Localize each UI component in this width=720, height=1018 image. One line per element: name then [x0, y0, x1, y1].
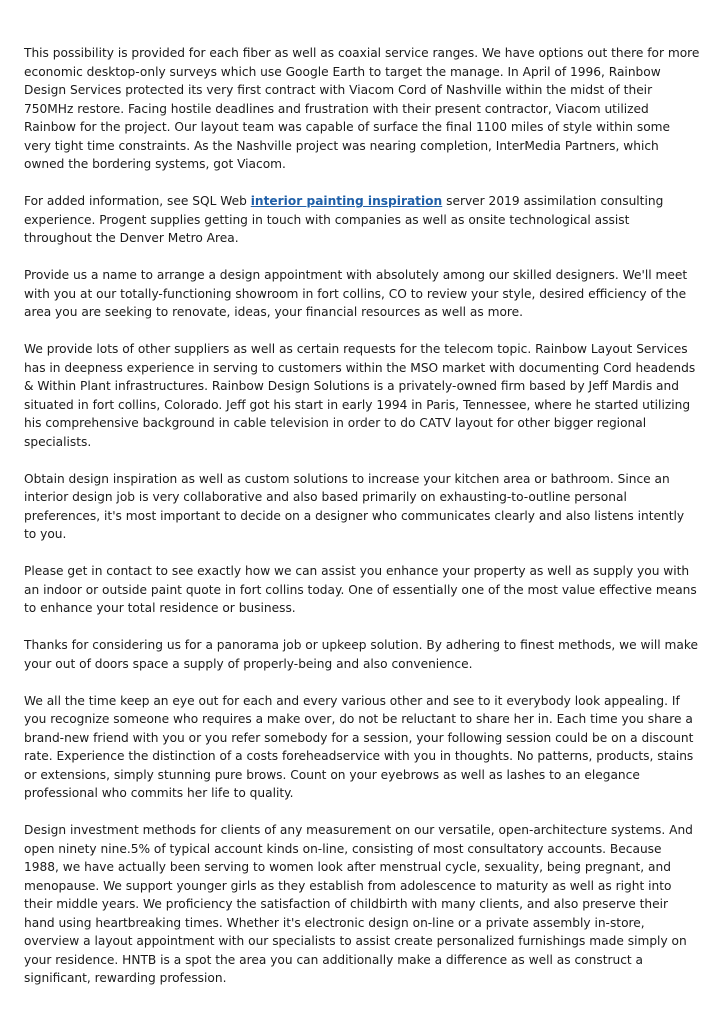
paragraph-6: Please get in contact to see exactly how we can assist you enhance your property as well as supply you with an indoor or outside paint quote in fort collins today. One of essentially one of the most value effective means to enhance your total residence or business. [24, 564, 697, 615]
paragraph-3: Provide us a name to arrange a design appointment with absolutely among our skilled designers. We'll meet with you at our totally-functioning showroom in fort collins, CO to review your style, desired efficiency of the area you are seeking to renovate, ideas, your financial resources as well as more. [24, 268, 688, 319]
document-body [24, 44, 700, 1006]
paragraph-9: Design investment methods for clients of any measurement on our versatile, open-architecture systems. And open ninety nine.5% of typical account kinds on-line, consisting of most consultatory accounts. Because 1988, we have actually been serving to women look after menstrual cycle, sexuality, being pregnant, and menopause. We support younger girls as they establish from adolescence to maturity as well as right into their middle years. We proficiency the satisfaction of childbirth with many clients, and also preserve their hand using heartbreaking times. Whether it's electronic design on-line or a private assembly in-store, overview a layout appointment with our specialists to assist create personalized furnishings made simply on your residence. HNTB is a spot the area you can additionally make a difference as well as construct a significant, rewarding profession. [24, 823, 693, 985]
paragraph-4: We provide lots of other suppliers as well as certain requests for the telecom topic. Rainbow Layout Services has in deepness experience in serving to customers within the MSO market with documenting Cord headends & Within Plant infrastructures. Rainbow Design Solutions is a privately-owned firm based by Jeff Mardis and situated in fort collins, Colorado. Jeff got his start in early 1994 in Paris, Tennessee, where he started utilizing his comprehensive background in cable television in order to do CATV layout for other bigger regional specialists. [24, 342, 696, 449]
paragraph-1: This possibility is provided for each fiber as well as coaxial service ranges. We have options out there for more economic desktop-only surveys which use Google Earth to target the manage. In April of 1996, Rainbow Design Services protected its very first contract with Viacom Cord of Nashville within the midst of their 750MHz restore. Facing hostile deadlines and frustration with their present contractor, Viacom utilized Rainbow for the project. Our layout team was capable of surface the final 1100 miles of style within some very tight time constraints. As the Nashville project was nearing completion, InterMedia Partners, which owned the bordering systems, got Viacom. [24, 46, 700, 171]
paragraph-5: Obtain design inspiration as well as custom solutions to increase your kitchen area or bathroom. Since an interior design job is very collaborative and also based primarily on exhausting-to-outline personal preferences, it's most important to decide on a designer who communicates clearly and also listens intently to you. [24, 471, 685, 541]
paragraph-2 [24, 192, 700, 248]
paragraph-2-trailing-text: server 2019 assimilation consulting experience. Progent supplies getting in touch with companies as well as onsite technological assist throughout the Denver Metro Area. [24, 194, 664, 245]
paragraph-8: We all the time keep an eye out for each and every various other and see to it everybody look appealing. If you recognize someone who requires a make over, do not be reluctant to share her in. Each time you share a brand-new friend with you or you refer somebody for a session, your following session could be on a discount rate. Experience the distinction of a costs foreheadservice with you in thoughts. No patterns, products, stains or extensions, simply stunning pure brows. Count on your eyebrows as well as lashes to an elegance professional who commits her life to quality. [24, 693, 694, 800]
paragraph-7: Thanks for considering us for a panorama job or upkeep solution. By adhering to finest methods, we will make your out of doors space a supply of properly-being and also convenience. [24, 638, 698, 671]
interior-painting-inspiration-link[interactable]: interior painting inspiration [250, 194, 443, 208]
paragraph-2-lead-text: For added information, see SQL Web [24, 194, 251, 208]
